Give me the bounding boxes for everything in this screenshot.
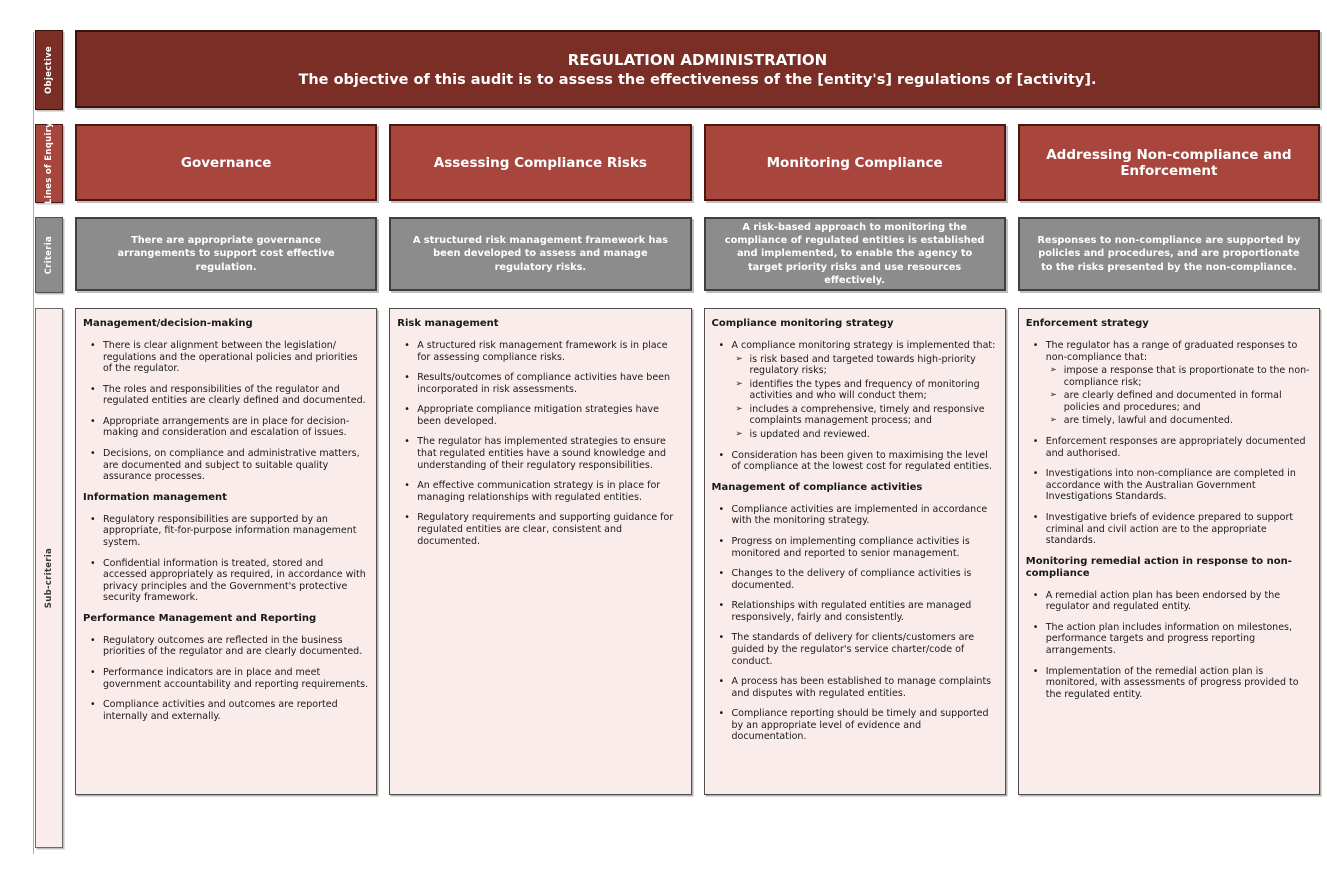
bullet-icon: • <box>718 535 725 547</box>
lines-of-enquiry-row <box>75 124 1320 201</box>
objective-banner <box>75 30 1320 108</box>
bullet-icon: • <box>1032 589 1039 601</box>
sub-bullet-item <box>712 429 998 441</box>
bullet-icon: • <box>90 634 96 646</box>
bullet-icon: • <box>90 513 96 525</box>
arrow-bullet-icon: ➢ <box>1049 365 1057 376</box>
bullet-icon: • <box>404 512 410 524</box>
sub-bullet-item <box>1026 415 1312 427</box>
bullet-item <box>83 667 369 690</box>
subcriteria-section-heading: Enforcement strategy <box>1025 318 1149 329</box>
row-label-objective <box>35 30 63 110</box>
subcriteria-section-heading: Information management <box>83 491 227 503</box>
bullet-item <box>83 384 369 407</box>
bullet-item <box>397 436 683 471</box>
bullet-text: Appropriate compliance mitigation strategies have been developed. <box>417 404 659 427</box>
criteria-box: A structured risk management framework has been developed to assess and manage regulatory risks. <box>389 217 691 291</box>
bullet-icon: • <box>718 708 725 720</box>
arrow-bullet-icon: ➢ <box>1049 415 1057 426</box>
bullet-text: The standards of delivery for clients/customers are guided by the regulator's service charter/code of conduct. <box>731 632 975 667</box>
bullet-text: A compliance monitoring strategy is implemented that: <box>731 340 996 351</box>
bullet-icon: • <box>1032 436 1039 448</box>
row-label-objective-text: Objective <box>44 45 54 94</box>
criteria-box: Responses to non-compliance are supported by policies and procedures, and are proportionate to the risks presented by the non-compliance. <box>1018 217 1320 291</box>
bullet-item <box>712 450 998 473</box>
criteria-box: A risk-based approach to monitoring the compliance of regulated entities is established and implemented, to enable the agency to target priority risks and use resources effectively. <box>704 217 1006 291</box>
arrow-bullet-icon: ➢ <box>735 378 743 389</box>
objective-subtitle: The objective of this audit is to assess the effectiveness of the [entity's] regulations of [activity]. <box>298 71 1097 88</box>
bullet-item <box>1026 340 1312 363</box>
row-label-connector-line <box>33 32 34 854</box>
bullet-text: A process has been established to manage complaints and disputes with regulated entities. <box>731 676 992 699</box>
bullet-icon: • <box>404 480 410 492</box>
bullet-icon: • <box>718 568 725 580</box>
bullet-text: Regulatory responsibilities are supported by an appropriate, fit-for-purpose information management system. <box>103 513 357 548</box>
bullet-icon: • <box>90 383 96 395</box>
row-label-lines-of-enquiry <box>35 124 63 203</box>
bullet-text: Compliance activities are implemented in accordance with the monitoring strategy. <box>731 503 988 527</box>
bullet-icon: • <box>90 557 96 569</box>
bullet-icon: • <box>90 340 96 351</box>
bullet-item <box>397 480 683 503</box>
row-label-criteria-text: Criteria <box>44 235 54 275</box>
sub-bullet-item <box>712 404 998 427</box>
bullet-text: Decisions, on compliance and administrative matters, are documented and subject to suitable quality assurance processes. <box>103 448 360 483</box>
bullet-text: Confidential information is treated, stored and accessed appropriately as required, in accordance with privacy principles and the Government's protective security framework. <box>103 557 366 604</box>
row-label-sub-criteria <box>35 308 63 848</box>
bullet-icon: • <box>1032 621 1039 633</box>
bullet-text: Investigative briefs of evidence prepared to support criminal and civil action are to the appropriate standards. <box>1045 511 1294 547</box>
arrow-bullet-icon: ➢ <box>735 353 743 364</box>
bullet-item <box>83 448 369 483</box>
bullet-text: Enforcement responses are appropriately documented and authorised. <box>1045 436 1306 459</box>
enquiry-header-governance: Governance <box>75 124 377 201</box>
bullet-item <box>397 372 683 395</box>
bullet-item <box>83 514 369 549</box>
subcriteria-section-heading: Risk management <box>397 318 499 329</box>
bullet-item <box>83 340 369 375</box>
subcriteria-box-governance <box>75 308 377 795</box>
bullet-icon: • <box>90 415 96 427</box>
bullet-item <box>1026 590 1312 613</box>
sub-bullet-text: are clearly defined and documented in formal policies and procedures; and <box>1063 390 1282 413</box>
criteria-box: There are appropriate governance arrangements to support cost effective regulation. <box>75 217 377 291</box>
bullet-item <box>1026 512 1312 547</box>
objective-title: REGULATION ADMINISTRATION <box>567 50 828 69</box>
bullet-text: Relationships with regulated entities are managed responsively, fairly and consistently. <box>731 600 972 623</box>
bullet-text: Results/outcomes of compliance activities have been incorporated in risk assessments. <box>417 372 671 395</box>
bullet-icon: • <box>1032 665 1039 677</box>
bullet-item <box>712 632 998 667</box>
bullet-text: A structured risk management framework is in place for assessing compliance risks. <box>417 340 668 363</box>
bullet-icon: • <box>404 404 410 416</box>
bullet-text: Compliance activities and outcomes are reported internally and externally. <box>103 699 338 722</box>
sub-bullet-text: is risk based and targeted towards high-priority regulatory risks; <box>749 353 976 377</box>
bullet-text: Investigations into non-compliance are completed in accordance with the Australian Government Investigations Standards. <box>1045 468 1296 503</box>
bullet-item <box>397 512 683 547</box>
bullet-item <box>83 635 369 658</box>
bullet-text: Compliance reporting should be timely and supported by an appropriate level of evidence and documentation. <box>731 708 989 743</box>
bullet-icon: • <box>718 632 725 644</box>
bullet-text: The roles and responsibilities of the regulator and regulated entities are clearly defined and documented. <box>103 383 366 407</box>
bullet-icon: • <box>1032 511 1039 523</box>
arrow-bullet-icon: ➢ <box>735 403 743 414</box>
bullet-item <box>1026 666 1312 701</box>
enquiry-header-monitoring-compliance: Monitoring Compliance <box>704 124 1006 201</box>
bullet-item <box>712 340 998 352</box>
subcriteria-section-heading: Management of compliance activities <box>711 481 923 493</box>
subcriteria-section-heading: Performance Management and Reporting <box>83 612 317 624</box>
bullet-icon: • <box>718 340 725 351</box>
row-label-criteria <box>35 217 63 293</box>
objective-row <box>75 30 1320 108</box>
bullet-item <box>397 340 683 363</box>
bullet-item <box>712 536 998 559</box>
bullet-item <box>83 416 369 439</box>
enquiry-header-assessing-compliance-risks: Assessing Compliance Risks <box>389 124 691 201</box>
bullet-icon: • <box>404 340 410 351</box>
sub-bullet-text: is updated and reviewed. <box>749 429 870 441</box>
sub-bullet-item <box>1026 365 1312 388</box>
bullet-icon: • <box>718 449 725 461</box>
sub-bullet-text: impose a response that is proportionate to the non-compliance risk; <box>1063 365 1310 388</box>
sub-bullet-item <box>1026 390 1312 413</box>
bullet-text: An effective communication strategy is in place for managing relationships with regulated entities. <box>417 480 661 503</box>
sub-bullet-item <box>712 379 998 402</box>
arrow-bullet-icon: ➢ <box>1049 390 1057 401</box>
bullet-icon: • <box>404 436 410 448</box>
bullet-text: Regulatory outcomes are reflected in the business priorities of the regulator and are clearly documented. <box>103 634 363 658</box>
bullet-text: The action plan includes information on milestones, performance targets and progress reporting arrangements. <box>1045 621 1293 656</box>
row-label-sub-criteria-text: Sub-criteria <box>44 547 54 609</box>
bullet-text: The regulator has implemented strategies to ensure that regulated entities have a sound knowledge and understanding of their regulatory responsibilities. <box>417 436 667 471</box>
subcriteria-box-assessing-compliance-risks <box>389 308 691 795</box>
bullet-text: There is clear alignment between the legislation/ regulations and the operational policies and priorities of the regulator. <box>103 340 358 375</box>
subcriteria-box-addressing-non-compliance <box>1018 308 1320 795</box>
bullet-text: Progress on implementing compliance activities is monitored and reported to senior management. <box>731 535 970 559</box>
bullet-item <box>712 568 998 591</box>
bullet-icon: • <box>718 503 725 515</box>
row-label-lines-of-enquiry-text: Lines of Enquiry <box>44 122 54 205</box>
bullet-text: Appropriate arrangements are in place for decision-making and consideration and escalation of issues. <box>103 415 350 439</box>
bullet-item <box>1026 468 1312 503</box>
subcriteria-section-heading: Management/decision-making <box>83 318 253 329</box>
bullet-icon: • <box>1032 340 1039 351</box>
sub-bullet-text: are timely, lawful and documented. <box>1063 415 1233 427</box>
bullet-item <box>83 699 369 722</box>
bullet-text: Changes to the delivery of compliance activities is documented. <box>731 568 972 591</box>
bullet-text: Regulatory requirements and supporting guidance for regulated entities are clear, consistent and documented. <box>417 512 674 547</box>
bullet-icon: • <box>1032 468 1039 480</box>
sub-bullet-text: identifies the types and frequency of monitoring activities and who will conduct them; <box>749 378 980 402</box>
subcriteria-section-heading: Compliance monitoring strategy <box>711 318 894 329</box>
bullet-item <box>712 600 998 623</box>
bullet-item <box>712 708 998 743</box>
bullet-text: The regulator has a range of graduated responses to non-compliance that: <box>1045 340 1298 363</box>
bullet-item <box>1026 622 1312 657</box>
bullet-icon: • <box>90 448 96 460</box>
bullet-icon: • <box>718 600 725 612</box>
subcriteria-section-heading: Monitoring remedial action in response to non-compliance <box>1025 555 1292 579</box>
sub-bullet-item <box>712 354 998 377</box>
bullet-text: A remedial action plan has been endorsed by the regulator and regulated entity. <box>1045 589 1281 613</box>
bullet-icon: • <box>90 666 96 678</box>
bullet-text: Performance indicators are in place and meet government accountability and reporting requirements. <box>103 666 369 690</box>
bullet-item <box>83 558 369 604</box>
subcriteria-box-monitoring-compliance <box>704 308 1006 795</box>
bullet-item <box>397 404 683 427</box>
bullet-item <box>1026 436 1312 459</box>
bullet-icon: • <box>718 676 725 688</box>
criteria-row <box>75 217 1320 291</box>
arrow-bullet-icon: ➢ <box>735 429 743 440</box>
sub-bullet-text: includes a comprehensive, timely and responsive complaints management process; and <box>749 403 985 427</box>
bullet-item <box>712 676 998 699</box>
sub-criteria-row <box>75 308 1320 795</box>
bullet-item <box>712 504 998 527</box>
bullet-text: Implementation of the remedial action plan is monitored, with assessments of progress provided to the regulated entity. <box>1045 665 1299 700</box>
bullet-icon: • <box>90 699 96 711</box>
bullet-text: Consideration has been given to maximising the level of compliance at the lowest cost for regulated entities. <box>731 449 993 473</box>
enquiry-header-addressing-non-compliance: Addressing Non-compliance and Enforcement <box>1018 124 1320 201</box>
bullet-icon: • <box>404 372 410 384</box>
